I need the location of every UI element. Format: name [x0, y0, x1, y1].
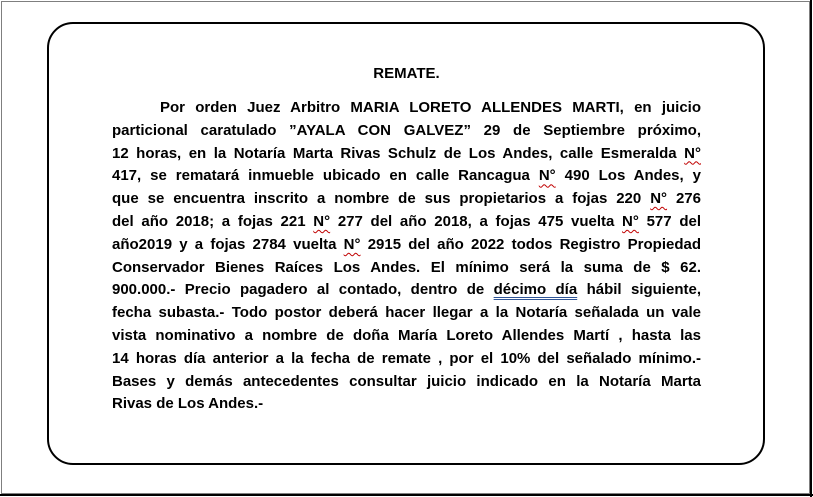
text-run: 12 horas, en la Notaría Marta Rivas Schulz de Los Andes, calle Esmeralda	[112, 144, 685, 162]
notice-line	[112, 302, 701, 325]
notice-line	[112, 211, 701, 234]
frame-edge-bottom	[0, 494, 813, 496]
notice-line	[112, 393, 701, 416]
notice-line	[112, 371, 701, 394]
text-run: 490 Los Andes, y	[555, 167, 701, 185]
notice-line	[112, 234, 701, 257]
spellcheck-flag: N°	[650, 190, 668, 208]
notice-line	[112, 165, 701, 188]
text-run: 14 horas día anterior a la fecha de remate , por el 10% del señalado mínimo.-	[112, 349, 701, 367]
text-run: 277 del año 2018, a fojas 475 vuelta	[330, 212, 623, 230]
notice-line	[112, 97, 701, 120]
notice-line	[112, 257, 701, 280]
text-run: 417, se rematará inmueble ubicado en calle Rancagua	[112, 167, 539, 185]
notice-line	[112, 325, 701, 348]
text-run: vista nominativo a nombre de doña María Loreto Allendes Martí , hasta las	[112, 326, 701, 344]
notice-title: REMATE.	[373, 65, 440, 82]
text-run: que se encuentra inscrito a nombre de sus propietarios a fojas 220	[112, 190, 651, 208]
text-run: año2019 y a fojas 2784 vuelta	[112, 235, 344, 253]
text-run: Por orden Juez Arbitro MARIA LORETO ALLENDES MARTI, en juicio	[160, 99, 701, 116]
text-run: 276	[667, 190, 701, 208]
notice-line	[112, 143, 701, 166]
spellcheck-flag: N°	[684, 144, 701, 162]
spellcheck-flag: N°	[313, 212, 331, 230]
spellcheck-flag: N°	[343, 235, 361, 253]
notice-body	[112, 97, 701, 416]
grammar-flag: décimo día	[493, 281, 578, 299]
text-run: 2915 del año 2022 todos Registro Propiedad	[360, 235, 701, 253]
text-run: Rivas de Los Andes.-	[112, 395, 264, 413]
text-run: 577 del	[638, 212, 701, 230]
spellcheck-flag: N°	[538, 167, 556, 185]
notice-line	[112, 188, 701, 211]
text-run: particional caratulado ”AYALA CON GALVEZ” 29 de Septiembre próximo,	[112, 121, 701, 139]
text-run: del año 2018; a fojas 221	[112, 212, 314, 230]
spellcheck-flag: N°	[622, 212, 639, 230]
text-run: Bases y demás antecedentes consultar juicio indicado en la Notaría Marta	[112, 372, 701, 390]
text-run: fecha subasta.- Todo postor deberá hacer llegar a la Notaría señalada un vale	[112, 304, 701, 322]
text-run: hábil siguiente,	[577, 281, 701, 299]
text-run: Conservador Bienes Raíces Los Andes. El mínimo será la suma de $ 62.	[112, 258, 701, 276]
text-run: 900.000.- Precio pagadero al contado, dentro de	[112, 281, 494, 299]
notice-line	[112, 120, 701, 143]
notice-line	[112, 279, 701, 302]
notice-line	[112, 348, 701, 371]
